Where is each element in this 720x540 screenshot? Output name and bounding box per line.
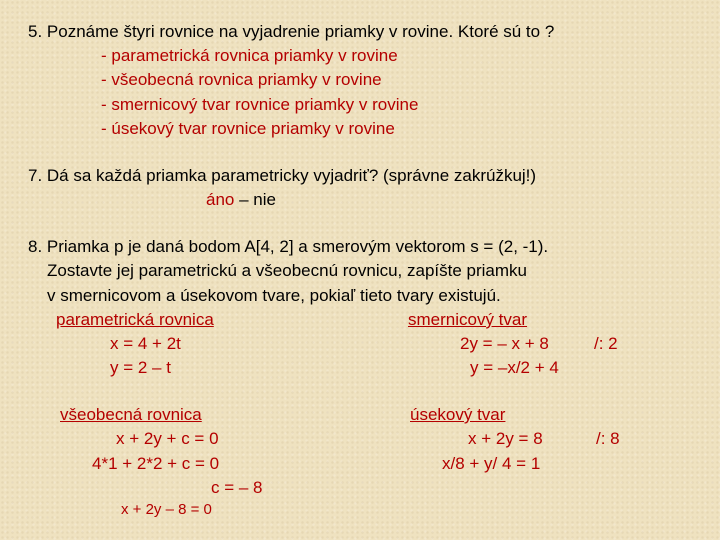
q7-question: 7. Dá sa každá priamka parametricky vyjadriť? (správne zakrúžkuj!)	[28, 166, 537, 185]
q5-answer-intercept: - úsekový tvar rovnice priamky v rovine	[101, 119, 395, 138]
slope-note: /: 2	[594, 334, 618, 353]
intercept-eq2: x/8 + y/ 4 = 1	[442, 454, 541, 473]
q7-options	[206, 190, 276, 210]
intercept-eq1: x + 2y = 8	[468, 429, 543, 448]
parametric-eq-x: x = 4 + 2t	[110, 334, 181, 353]
q7-answer-no: – nie	[234, 190, 276, 209]
parametric-eq-y: y = 2 – t	[110, 358, 171, 377]
q5-answer-parametric: - parametrická rovnica priamky v rovine	[101, 46, 398, 65]
slope-eq1: 2y = – x + 8	[460, 334, 549, 353]
slope-title: smernicový tvar	[408, 310, 528, 329]
q5-question: 5. Poznáme štyri rovnice na vyjadrenie priamky v rovine. Ktoré sú to ?	[28, 22, 555, 41]
general-title: všeobecná rovnica	[60, 405, 202, 424]
q5-answer-slope: - smernicový tvar rovnice priamky v rovine	[101, 95, 419, 114]
intercept-note: /: 8	[596, 429, 620, 448]
parametric-title: parametrická rovnica	[56, 310, 214, 329]
intercept-title: úsekový tvar	[410, 405, 506, 424]
q8-line3: v smernicovom a úsekovom tvare, pokiaľ tieto tvary existujú.	[47, 286, 501, 305]
general-eq2: 4*1 + 2*2 + c = 0	[92, 454, 220, 473]
general-eq1: x + 2y + c = 0	[116, 429, 219, 448]
slope-eq2: y = –x/2 + 4	[470, 358, 559, 377]
q8-line1: 8. Priamka p je daná bodom A[4, 2] a smerovým vektorom s = (2, -1).	[28, 237, 549, 256]
q7-answer-yes: áno	[206, 190, 235, 209]
q5-answer-general: - všeobecná rovnica priamky v rovine	[101, 70, 382, 89]
general-eq4: x + 2y – 8 = 0	[121, 501, 212, 518]
general-eq3: c = – 8	[211, 478, 263, 497]
q8-line2: Zostavte jej parametrickú a všeobecnú rovnicu, zapíšte priamku	[47, 261, 528, 280]
